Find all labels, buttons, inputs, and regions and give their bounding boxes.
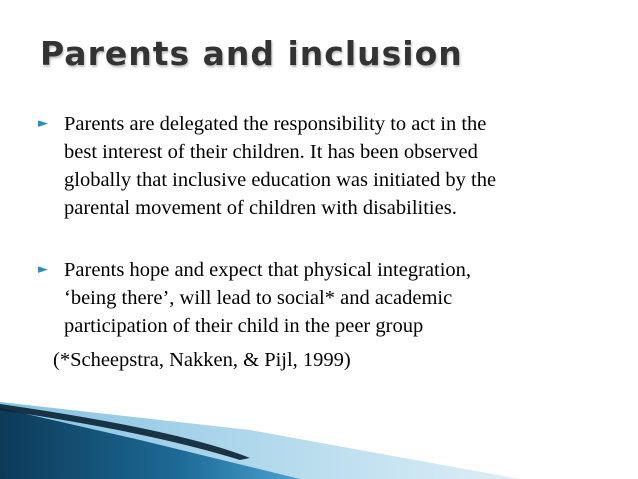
bullet-line: Parents hope and expect that physical integration, xyxy=(64,259,472,281)
bullet-text xyxy=(64,256,578,340)
bullet-line: parental movement of children with disabilities. xyxy=(64,197,457,219)
bullet-line: participation of their child in the peer group xyxy=(64,315,424,337)
bullet-arrow-icon: ► xyxy=(38,262,48,277)
bullet-line: Parents are delegated the responsibility to act in the xyxy=(64,113,487,135)
citation: (*Scheepstra, Nakken, & Pijl, 1999) xyxy=(53,349,351,371)
bullet-line: ‘being there’, will lead to social* and academic xyxy=(64,287,453,309)
bullet-line: globally that inclusive education was initiated by the xyxy=(64,169,497,191)
slide-title: Parents and inclusion xyxy=(40,34,463,73)
bullet-line: best interest of their children. It has been observed xyxy=(64,141,478,163)
bullet-arrow-icon: ► xyxy=(38,116,48,131)
bullet-text xyxy=(64,110,578,222)
